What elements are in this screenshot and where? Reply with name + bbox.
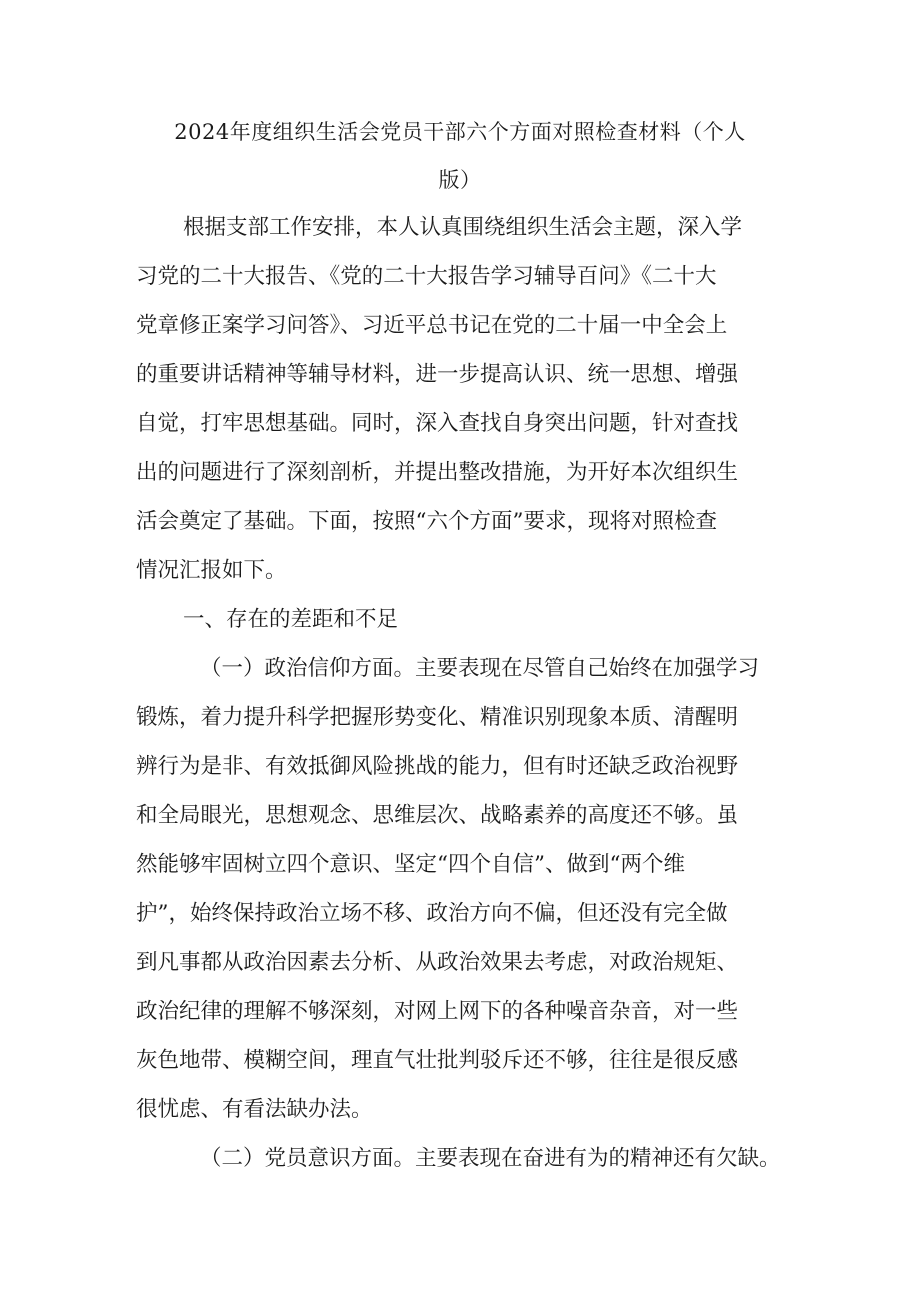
- item1-line: 灰色地带、模糊空间，理直气壮批判驳斥还不够，往往是很反感: [136, 1048, 739, 1073]
- intro-line: 根据支部工作安排，本人认真围绕组织生活会主题，深入学: [183, 215, 743, 240]
- intro-line: 情况汇报如下。: [136, 558, 287, 583]
- item1-line: 到凡事都从政治因素去分析、从政治效果去考虑，对政治规矩、: [136, 950, 739, 975]
- item1-line: 辨行为是非、有效抵御风险挑战的能力，但有时还缺乏政治视野: [136, 754, 739, 779]
- section-heading: 一、存在的差距和不足: [183, 607, 399, 632]
- item1-line: 护”，始终保持政治立场不移、政治方向不偏，但还没有完全做: [136, 901, 728, 926]
- intro-line: 的重要讲话精神等辅导材料，进一步提高认识、统一思想、增强: [136, 362, 739, 387]
- item2-line: （二）党员意识方面。主要表现在奋进有为的精神还有欠缺。: [200, 1146, 781, 1171]
- item1-line: 和全局眼光，思想观念、思维层次、战略素养的高度还不够。虽: [136, 803, 739, 828]
- document-title-line-1: 2024年度组织生活会党员干部六个方面对照检查材料（个人: [174, 120, 746, 144]
- item1-line: 锻炼，着力提升科学把握形势变化、精准识别现象本质、清醒明: [136, 705, 739, 730]
- intro-line: 习党的二十大报告、《党的二十大报告学习辅导百问》《二十大: [136, 264, 717, 289]
- item1-line: （一）政治信仰方面。主要表现在尽管自己始终在加强学习: [200, 656, 760, 681]
- intro-line: 党章修正案学习问答》、习近平总书记在党的二十届一中全会上: [136, 313, 728, 338]
- item1-line: 然能够牢固树立四个意识、坚定“四个自信”、做到“两个维: [136, 852, 685, 877]
- item1-line: 政治纪律的理解不够深刻，对网上网下的各种噪音杂音，对一些: [136, 999, 739, 1024]
- document-title-line-2: 版）: [438, 168, 482, 192]
- intro-line: 活会奠定了基础。下面，按照“六个方面”要求，现将对照检查: [136, 509, 717, 534]
- item1-line: 很忧虑、有看法缺办法。: [136, 1097, 373, 1122]
- intro-line: 出的问题进行了深刻剖析，并提出整改措施，为开好本次组织生: [136, 460, 739, 485]
- intro-line: 自觉，打牢思想基础。同时，深入查找自身突出问题，针对查找: [136, 411, 739, 436]
